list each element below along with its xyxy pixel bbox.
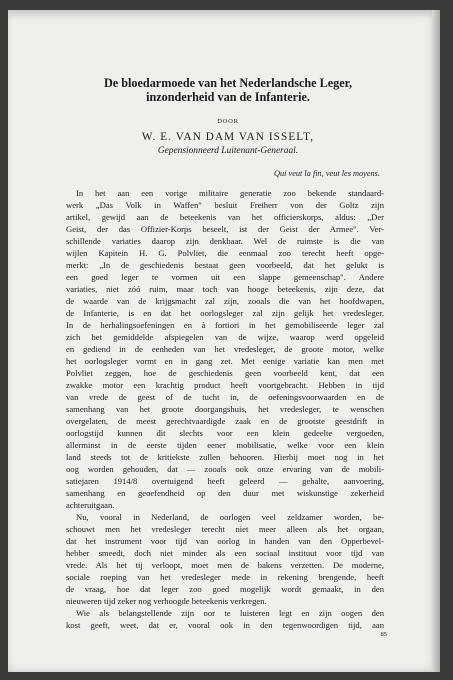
body-line: het oorlogsleger vormt en in gang zet. Met eenige variatie kan men met <box>66 356 384 366</box>
body-line: de waarde van de krijgsmacht zal zijn, zooals die van het hoofdwapen, <box>66 296 384 306</box>
body-line: land steeds tot de kritiekste zullen behooren. Hierbij moet nog in het <box>66 452 384 462</box>
byline-label: DOOR <box>217 118 239 125</box>
body-line: samenhang van het groote doorgangshuis, het vredesleger, te wenschen <box>66 404 384 414</box>
body-line: schouwt men het vredesleger terecht niet meer alleen als het orgaan, <box>66 524 384 534</box>
author-rank: Gepensionneerd Luitenant-Generaal. <box>157 146 299 156</box>
epigraph: Qui veut la fin, veut les moyens. <box>274 169 380 178</box>
body-line: schillende variaties daarop zijn denkbaar. Wel de ruimste is die van <box>66 236 384 246</box>
body-line: zich het gemiddelde afspiegelen van de wijze, waarop werd opgeleid <box>66 332 384 342</box>
body-line: nieuweren tijd zeker nog verhoogde beteekenis verkregen. <box>66 596 267 606</box>
body-line: de Infanterie, is en dat het oorlogsleger zal zijn gelijk het vredesleger. <box>66 308 384 318</box>
body-line: vrede. Als het tij verloopt, moet men de bakens verzetten. De moderne, <box>66 560 384 570</box>
body-line: wijlen Kapitein H. G. Polvliet, die eenmaal zoo terecht heeft opge- <box>66 248 384 258</box>
body-line: de vraag, hoe dat leger zoo goed mogelijk wordt gemaakt, in den <box>66 584 384 594</box>
body-line: en gediend in de eenheden van het vredesleger, de groote motor, welke <box>66 344 384 354</box>
body-line: Polvliet zeggen, hoe de geschiedenis geen voorbeeld kent, dat een <box>66 368 384 378</box>
body-line: In de herhalingsoefeningen en à fortiori in het gemobiliseerde leger zal <box>66 320 384 330</box>
page-number: 85 <box>380 631 387 638</box>
body-line: hebber smeedt, doch niet minder als een sociaal instituut voor tijd van <box>66 548 384 558</box>
author-name: W. E. VAN DAM VAN ISSELT, <box>141 131 315 143</box>
body-line: merkt: „In de geschiedenis bestaat geen voorbeeld, dat het gelukt is <box>66 260 384 270</box>
body-line: samenhang en geoefendheid op den duur met wiskunstige zekerheid <box>66 488 384 498</box>
body-line: een goed leger te vormen uit een slappe gemeenschap". Andere <box>66 272 384 282</box>
body-line: allerminst in de eerste tijden eener mobilisatie, welke voor een klein <box>66 440 384 450</box>
body-line: oog worden gehouden, dat — zooals ook onze ervaring van de mobili- <box>66 464 384 474</box>
body-line: van vrede de geest of de tucht in, de oefeningsvoorwaarden en de <box>66 392 384 402</box>
body-line: In het aan een vorige militaire generatie zoo bekende standaard- <box>76 188 384 198</box>
body-line: zwakke motor een krachtig product heeft voortgebracht. Hebben in tijd <box>66 380 384 390</box>
body-line: sociale roeping van het vredesleger mede in rekening brengende, heeft <box>66 572 384 582</box>
article-title-line-2: inzonderheid van de Infanterie. <box>146 90 310 104</box>
page-gutter-shadow <box>432 10 440 672</box>
body-line: dat het instrument voor tijd van oorlog in handen van den Opperbevel- <box>66 536 384 546</box>
body-line: Geist, der das Offizier-Korps beseelt, ist der Geist der Armee". Ver- <box>66 224 384 234</box>
body-line: Nu, vooral in Nederland, de oorlogen veel zeldzamer worden, be- <box>76 512 384 522</box>
book-page <box>8 10 440 672</box>
body-line: Wie als belangstellende zijn oor te luisteren legt en zijn oogen den <box>76 608 384 618</box>
body-line: achteruitgaan. <box>66 500 115 510</box>
body-line: kost geeft, weet, dat er, vooral ook in den tegenwoordigen tijd, aan <box>66 620 384 630</box>
body-line: satiejaren 1914/8 overtuigend heeft geleerd — gehalte, aanvoering, <box>66 476 384 486</box>
body-line: overgelaten, de meest gerechtvaardigde zaak en de grootste geestdrift in <box>66 416 384 426</box>
body-line: artikel, gewijd aan de beteekenis van het officierskorps, aldus: „Der <box>66 212 384 222</box>
body-line: oorlogstijd kunnen dit slechts voor een klein gedeelte vergoeden, <box>66 428 384 438</box>
body-line: variaties, niet zóó ruim, maar toch van hooge beteekenis, zijn deze, dat <box>66 284 384 294</box>
body-line: werk „Das Volk in Waffen" besluit Freiherr von der Goltz zijn <box>66 200 384 210</box>
article-title-line-1: De bloedarmoede van het Nederlandsche Leger, <box>103 76 352 90</box>
